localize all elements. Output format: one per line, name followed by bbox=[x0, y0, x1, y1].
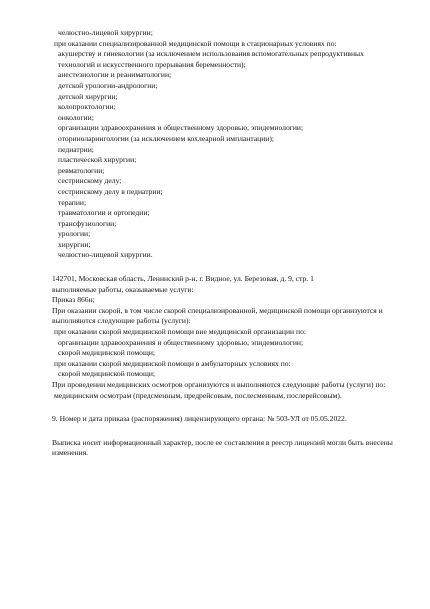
works-label: выполняемые работы, оказываемые услуги: bbox=[52, 284, 194, 294]
list-item: акушерству и гинекологии (за исключением использования вспомогательных репродуктивных технологий и искусственного прерывания беременности); bbox=[58, 49, 364, 69]
order-reference: Приказ 866н; bbox=[52, 295, 95, 305]
list-item: трансфузиологии; bbox=[58, 218, 117, 228]
list-item: сестринскому делу в педиатрии; bbox=[58, 186, 163, 196]
document-body bbox=[52, 28, 402, 459]
list-item: ревматологии; bbox=[58, 165, 105, 175]
address-line: 142701, Московская область, Ленинский р-н, г. Видное, ул. Березовая, д. 9, стр. 1 bbox=[52, 274, 314, 284]
list-item: скорой медицинской помощи; bbox=[58, 348, 155, 358]
list-item: скорой медицинской помощи; bbox=[58, 369, 155, 379]
list-item: детской урологии-андрологии; bbox=[58, 80, 158, 90]
list-item: колопроктологии; bbox=[58, 102, 116, 112]
list-item: урологии; bbox=[58, 229, 91, 239]
order-number-section: 9. Номер и дата приказа (распоряжения) лицензирующего органа: № 503-УЛ от 05.05.2022. bbox=[52, 414, 347, 424]
list-item: травматологии и ортопедии; bbox=[58, 208, 150, 218]
service-list bbox=[52, 70, 402, 261]
spacer bbox=[52, 261, 402, 274]
section-header: при оказании скорой медицинской помощи вне медицинской организации по: bbox=[54, 327, 306, 337]
disclaimer: Выписка носит информационный характер, после ее составления в реестр лицензий могли быть внесены изменения. bbox=[52, 437, 393, 458]
list-item: оториноларингологии (за исключением кохлеарной имплантации); bbox=[58, 133, 274, 143]
list-item: хирургии; bbox=[58, 239, 91, 249]
list-item: анестезиологии и реаниматологии; bbox=[58, 70, 172, 80]
list-item: челюстно-лицевой хирургии; bbox=[58, 28, 153, 37]
spacer bbox=[52, 425, 402, 438]
list-item: терапии; bbox=[58, 197, 87, 207]
list-item: детской хирургии; bbox=[58, 91, 118, 101]
list-item: пластической хирургии; bbox=[58, 155, 137, 165]
list-item: онкологии; bbox=[58, 112, 94, 122]
spacer bbox=[52, 401, 402, 414]
list-item: медицинским осмотрам (предсменным, предрейсовым, послесменным, послерейсовым). bbox=[54, 390, 342, 400]
exams-intro: При проведении медицинских осмотров организуются и выполняются следующие работы (услуги) по: bbox=[52, 380, 386, 389]
list-item: сестринскому делу; bbox=[58, 176, 122, 186]
section-header: при оказании скорой медицинской помощи в амбулаторных условиях по: bbox=[54, 358, 291, 368]
list-item: организации здравоохранения и общественному здоровью, эпидемиологии; bbox=[58, 123, 304, 133]
ambulance-intro: При оказании скорой, в том числе скорой специализированной, медицинской помощи организуются и выполняются следующие работы (услуги): bbox=[52, 305, 383, 326]
list-item: челюстно-лицевой хирургии. bbox=[58, 250, 153, 260]
list-item: педиатрии; bbox=[58, 144, 94, 154]
section-header: при оказании специализированной медицинской помощи в стационарных условиях по: bbox=[54, 38, 337, 48]
list-item: организации здравоохранения и общественному здоровью, эпидемиологии; bbox=[58, 337, 304, 347]
